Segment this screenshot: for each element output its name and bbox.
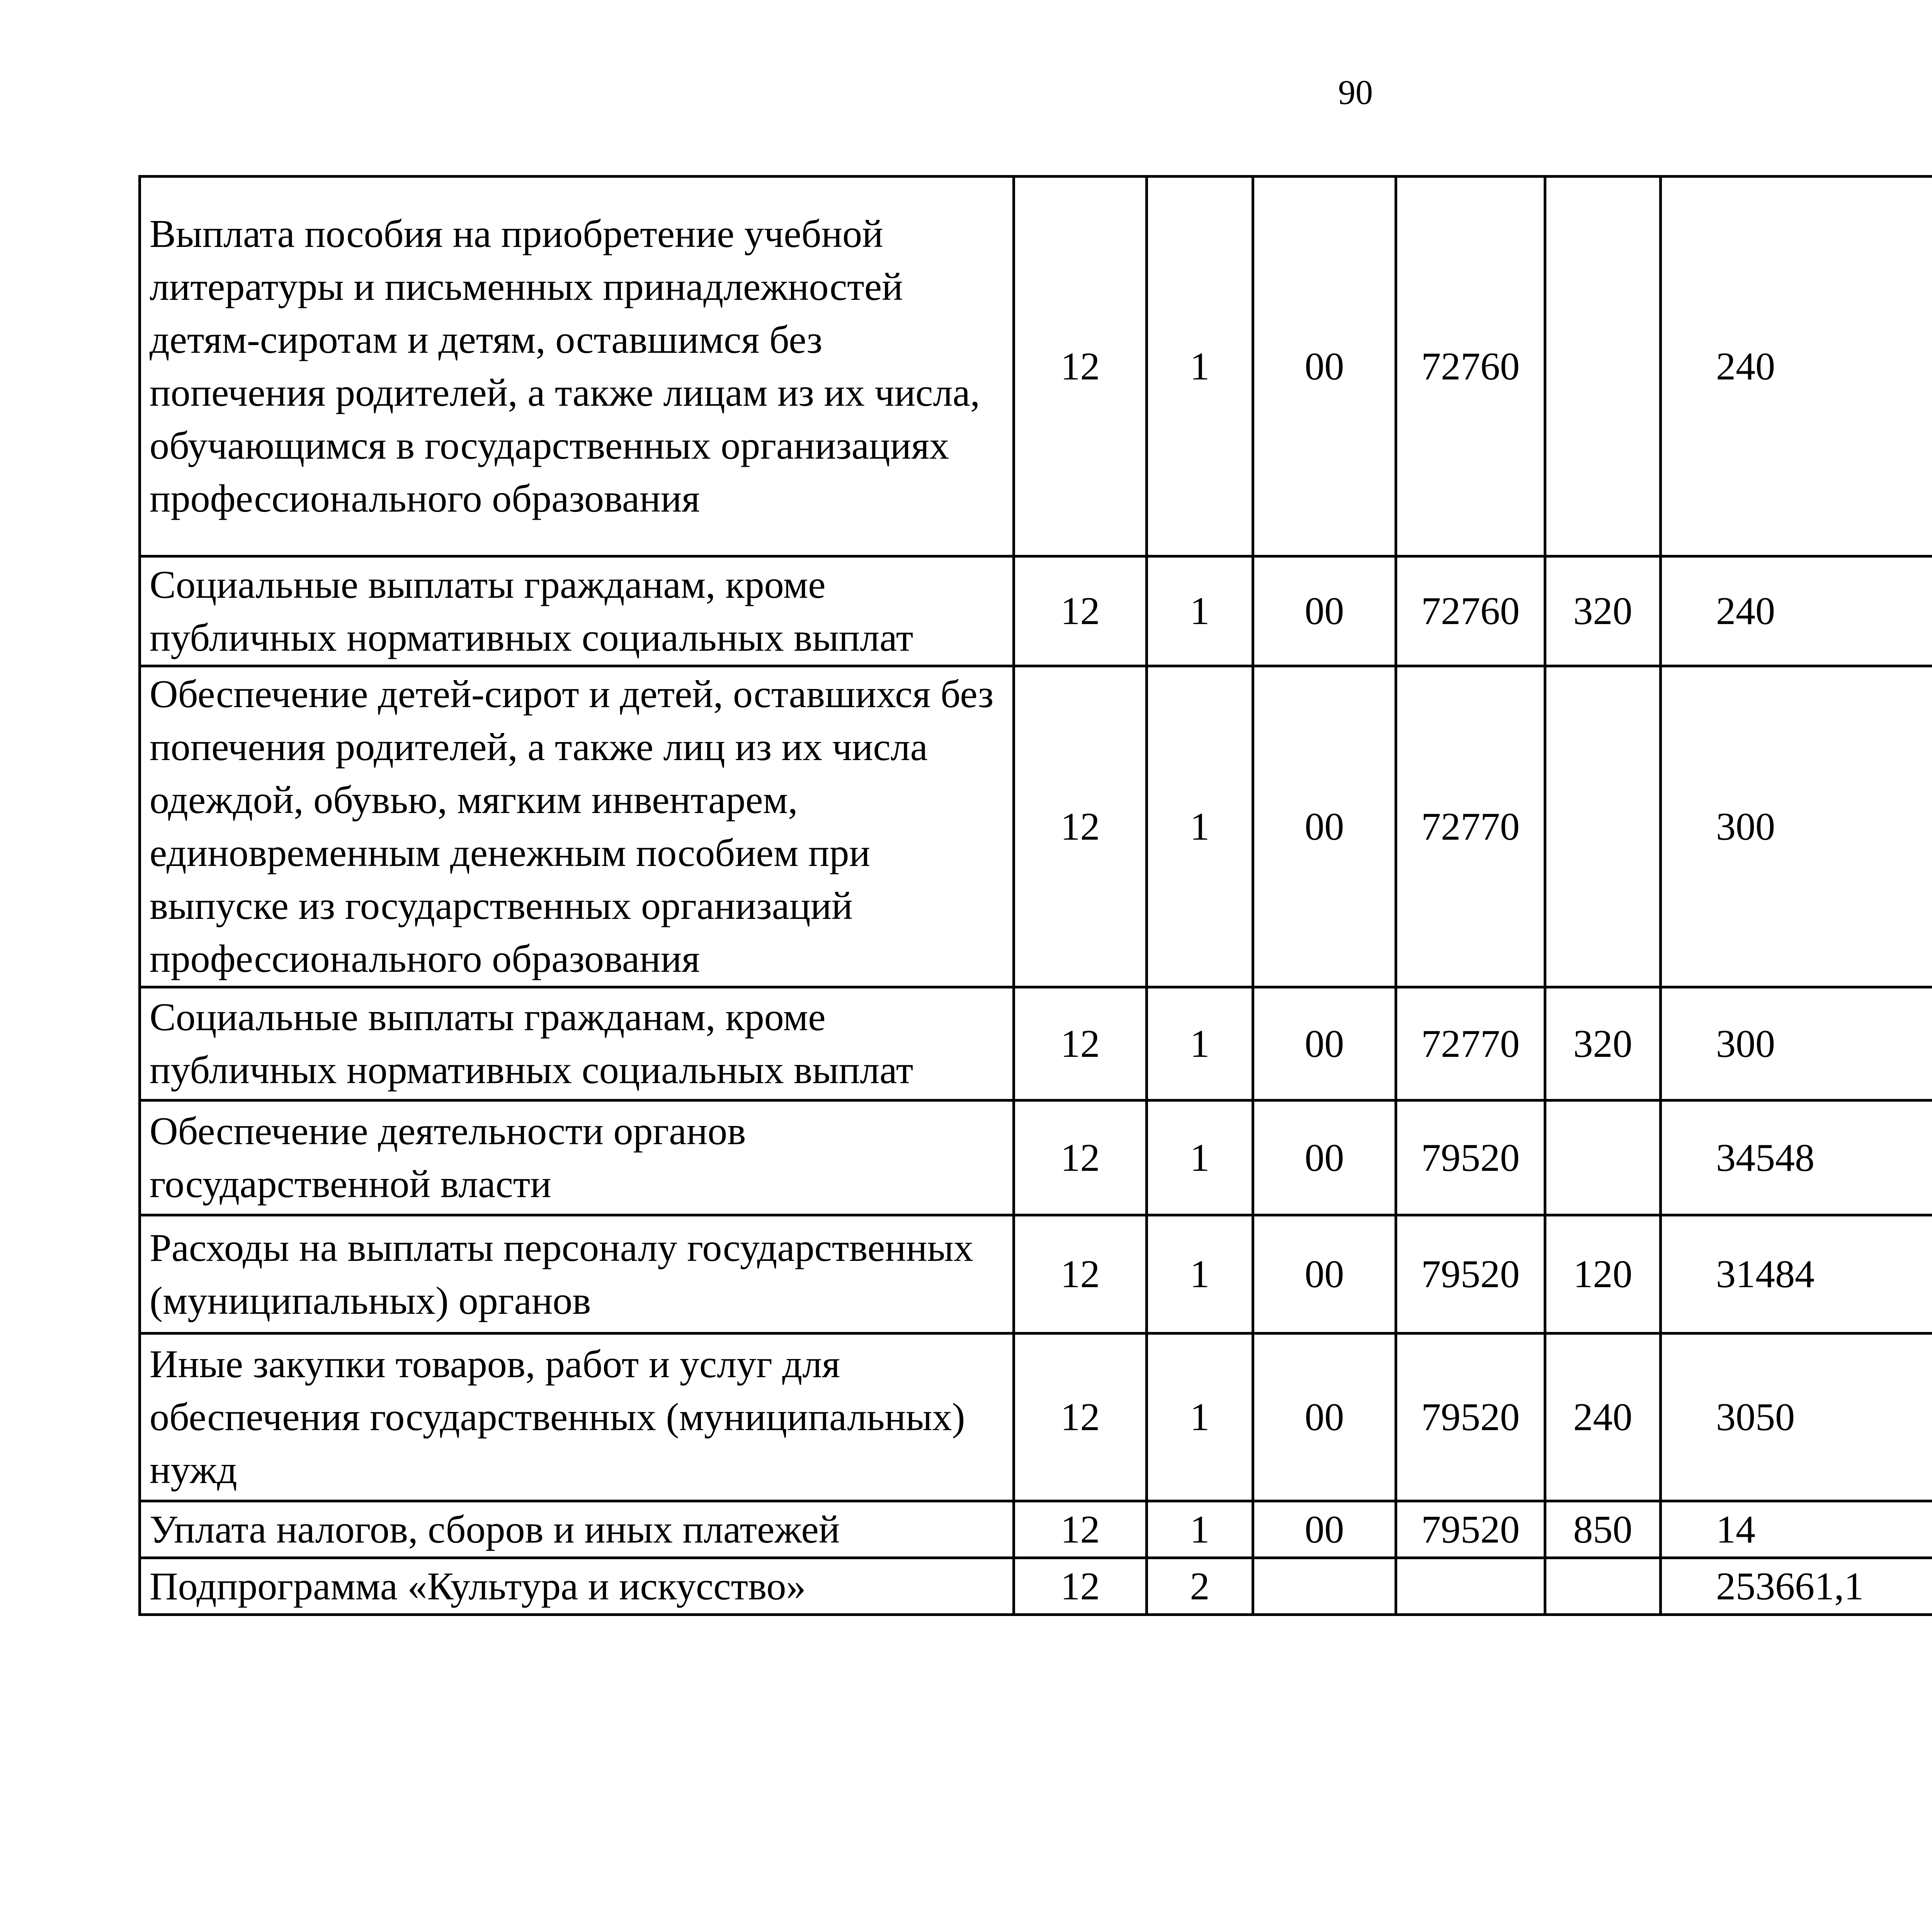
program-code: 00 [1253,556,1396,666]
expense-type-code [1545,666,1661,987]
table-row [140,1334,1932,1501]
program-code: 00 [1253,987,1396,1101]
row-name: Иные закупки товаров, работ и услуг для обеспечения государственных (муниципальных) нужд [140,1334,1014,1501]
subsection-code: 1 [1147,556,1253,666]
row-name: Выплата пособия на приобретение учебной литературы и письменных принадлежностей детям-сиротам и детям, оставшимся без попечения родителей, а также лицам из их числа, обучающимся в государственных организациях профессионального образования [140,177,1014,556]
row-name: Уплата налогов, сборов и иных платежей [140,1501,1014,1558]
row-name: Расходы на выплаты персоналу государственных (муниципальных) органов [140,1215,1014,1334]
table-row [140,987,1932,1101]
target-code: 72760 [1396,177,1545,556]
expense-type-code [1545,177,1661,556]
page-number: 90 [1338,73,1373,112]
program-code: 00 [1253,1101,1396,1215]
table-row [140,177,1932,556]
amount-year-1: 3050 [1661,1334,1932,1501]
table-row [140,666,1932,987]
table-row [140,556,1932,666]
subsection-code: 1 [1147,1101,1253,1215]
section-code: 12 [1014,1215,1147,1334]
section-code: 12 [1014,177,1147,556]
expense-type-code: 320 [1545,987,1661,1101]
amount-year-1: 300 [1661,987,1932,1101]
subsection-code: 1 [1147,1334,1253,1501]
subsection-code: 2 [1147,1558,1253,1615]
row-name: Подпрограмма «Культура и искусство» [140,1558,1014,1615]
program-code: 00 [1253,1334,1396,1501]
program-code [1253,1558,1396,1615]
table-row [140,1101,1932,1215]
program-code: 00 [1253,1215,1396,1334]
expense-type-code: 120 [1545,1215,1661,1334]
row-name: Обеспечение деятельности органов государственной власти [140,1101,1014,1215]
target-code: 79520 [1396,1334,1545,1501]
amount-year-1: 31484 [1661,1215,1932,1334]
amount-year-1: 300 [1661,666,1932,987]
target-code: 79520 [1396,1101,1545,1215]
section-code: 12 [1014,1558,1147,1615]
subsection-code: 1 [1147,987,1253,1101]
section-code: 12 [1014,666,1147,987]
target-code: 72760 [1396,556,1545,666]
target-code [1396,1558,1545,1615]
table-row [140,1558,1932,1615]
subsection-code: 1 [1147,177,1253,556]
amount-year-1: 240 [1661,556,1932,666]
target-code: 79520 [1396,1501,1545,1558]
row-name: Социальные выплаты гражданам, кроме публичных нормативных социальных выплат [140,987,1014,1101]
amount-year-1: 253661,1 [1661,1558,1932,1615]
expense-type-code [1545,1101,1661,1215]
section-code: 12 [1014,556,1147,666]
amount-year-1: 14 [1661,1501,1932,1558]
section-code: 12 [1014,1501,1147,1558]
section-code: 12 [1014,987,1147,1101]
target-code: 72770 [1396,666,1545,987]
table-row [140,1501,1932,1558]
program-code: 00 [1253,666,1396,987]
expense-type-code [1545,1558,1661,1615]
target-code: 79520 [1396,1215,1545,1334]
section-code: 12 [1014,1334,1147,1501]
expense-type-code: 850 [1545,1501,1661,1558]
amount-year-1: 34548 [1661,1101,1932,1215]
table-row [140,1215,1932,1334]
expense-type-code: 240 [1545,1334,1661,1501]
row-name: Социальные выплаты гражданам, кроме публичных нормативных социальных выплат [140,556,1014,666]
row-name: Обеспечение детей-сирот и детей, оставшихся без попечения родителей, а также лиц из их числа одеждой, обувью, мягким инвентарем, единовременным денежным пособием при выпуске из государственных организаций профессионального образования [140,666,1014,987]
program-code: 00 [1253,177,1396,556]
subsection-code: 1 [1147,1215,1253,1334]
subsection-code: 1 [1147,1501,1253,1558]
program-code: 00 [1253,1501,1396,1558]
budget-table [138,175,1932,1616]
subsection-code: 1 [1147,666,1253,987]
expense-type-code: 320 [1545,556,1661,666]
target-code: 72770 [1396,987,1545,1101]
section-code: 12 [1014,1101,1147,1215]
amount-year-1: 240 [1661,177,1932,556]
